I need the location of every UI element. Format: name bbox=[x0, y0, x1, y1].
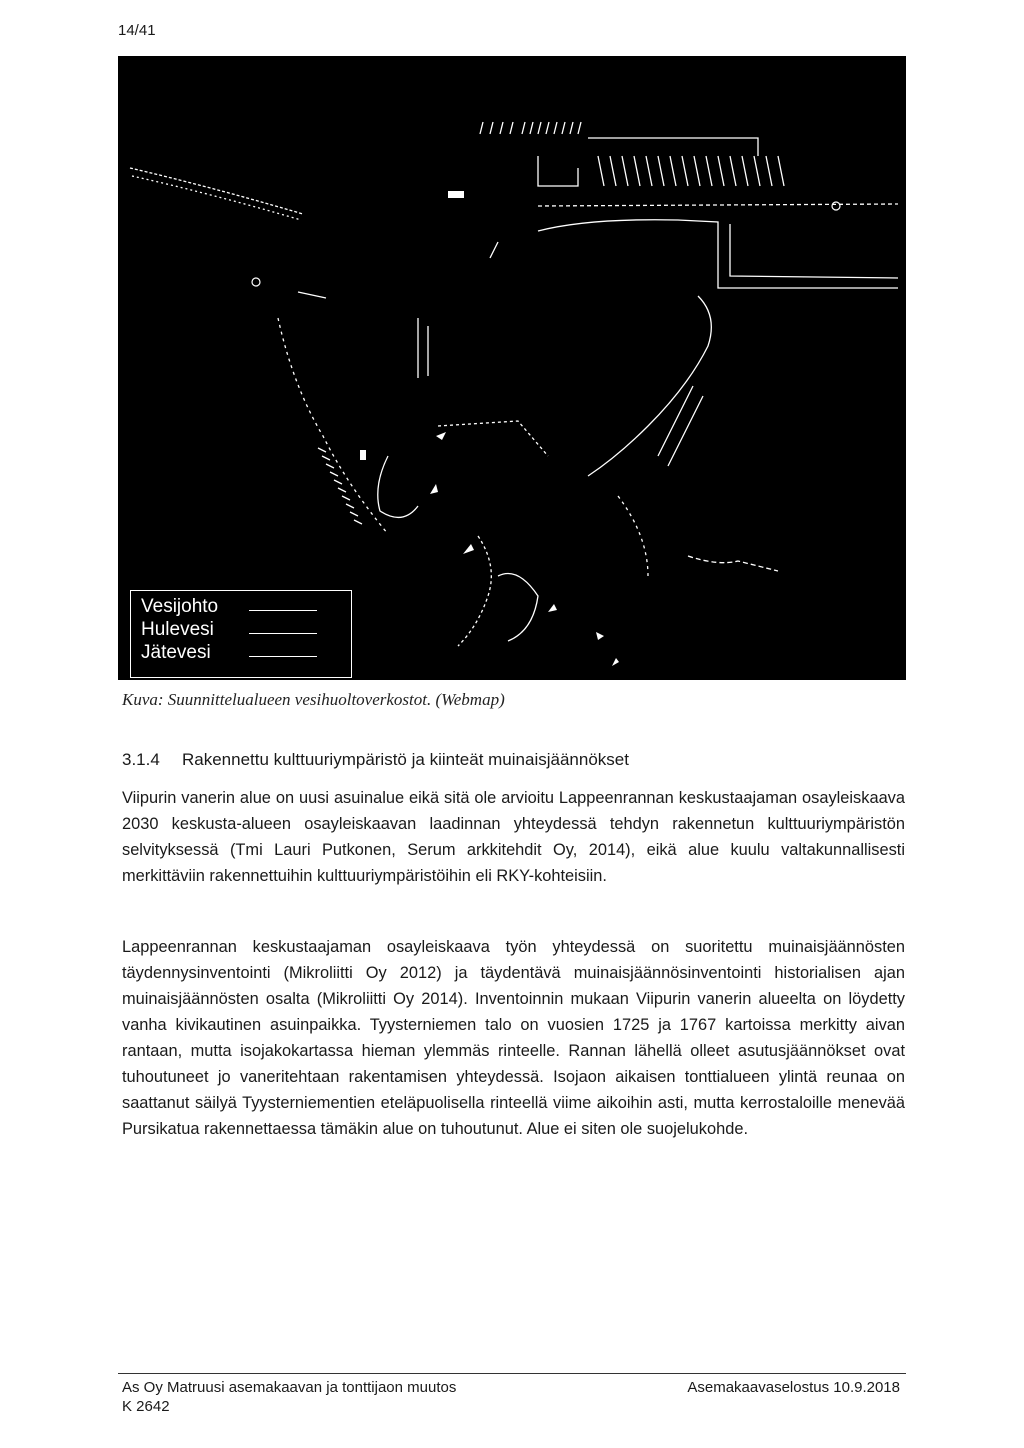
figure-caption: Kuva: Suunnittelualueen vesihuoltoverkostot. (Webmap) bbox=[122, 690, 505, 709]
legend-line-swatch bbox=[249, 610, 317, 611]
section-number: 3.1.4 bbox=[122, 750, 160, 769]
map-hatch-marks bbox=[598, 156, 784, 186]
map-building bbox=[588, 138, 758, 156]
map-pipe-line bbox=[490, 242, 498, 258]
map-legend bbox=[130, 590, 352, 678]
map-arrow bbox=[596, 632, 604, 640]
map-building-block bbox=[360, 450, 366, 460]
map-hatch-marks bbox=[480, 122, 581, 134]
map-arrow bbox=[436, 432, 446, 440]
footer-left bbox=[122, 1378, 456, 1416]
map-pipe-line bbox=[688, 556, 778, 571]
section-title: Rakennettu kulttuuriympäristö ja kiinteät muinaisjäännökset bbox=[182, 750, 629, 769]
map-pipe-line bbox=[498, 574, 538, 642]
legend-label: Vesijohto bbox=[141, 596, 219, 617]
map-slope-line bbox=[278, 318, 388, 534]
legend-line-swatch bbox=[249, 633, 317, 634]
page-number: 14/41 bbox=[118, 22, 156, 39]
legend-label: Jätevesi bbox=[141, 642, 211, 663]
map-pipe-line bbox=[298, 292, 326, 298]
map-hatch-marks bbox=[318, 448, 362, 524]
map-pipe-line bbox=[418, 318, 428, 378]
map-pipe-line bbox=[658, 386, 703, 466]
legend-item-hulevesi bbox=[141, 618, 351, 641]
footer-plan-code: K 2642 bbox=[122, 1398, 170, 1415]
map-road-line bbox=[132, 176, 301, 220]
map-building bbox=[538, 156, 578, 186]
water-network-map bbox=[118, 56, 906, 680]
footer-divider bbox=[118, 1373, 906, 1374]
map-marker bbox=[252, 278, 260, 286]
map-arrow bbox=[548, 604, 557, 612]
map-arrow bbox=[612, 658, 619, 666]
map-pipe-line bbox=[378, 456, 418, 517]
section-heading bbox=[122, 750, 629, 770]
legend-item-jatevesi bbox=[141, 641, 351, 664]
legend-item-vesijohto bbox=[141, 595, 351, 618]
footer-document-type-date: Asemakaavaselostus 10.9.2018 bbox=[687, 1379, 900, 1396]
map-building-block bbox=[448, 191, 464, 198]
map-marker bbox=[832, 202, 840, 210]
body-paragraph: Lappeenrannan keskustaajaman osayleiskaava työn yhteydessä on suoritettu muinaisjäännösten täydennysinventointi (Mikroliitti Oy 2012) ja täydentävä muinaisjäännösinventointi historialisen ajan muinaisjäännösten osalta (Mikroliitti Oy 2014). Inventoinnin mukaan Viipurin vanerin alueelta on löydetty vanha kivikautinen asuinpaikka. Tyysterniemen talo on vuosien 1725 ja 1767 kartoissa merkitty aivan rantaan, mutta isojakokartassa hieman ylemmäs rinteelle. Rannan lähellä olleet asutusjäännökset ovat tuhoutuneet jo vaneritehtaan rakentamisen yhteydessä. Isojaon aikaisen tonttialueen ylintä reunaa on saattanut säilyä Tyysterniementien eteläpuolisella rinteellä viime aikoihin asti, mutta kerrostaloille menevää Pursikatua rakennettaessa tämäkin alue on tuhoutunut. Alue ei siten ole suojelukohde. bbox=[122, 938, 905, 1138]
map-arrow bbox=[430, 484, 438, 494]
map-pipe-line bbox=[438, 421, 548, 456]
footer-document-title: As Oy Matruusi asemakaavan ja tonttijaon muutos bbox=[122, 1379, 457, 1396]
legend-line-swatch bbox=[249, 656, 317, 657]
body-paragraph: Viipurin vanerin alue on uusi asuinalue eikä sitä ole arvioitu Lappeenrannan keskustaajaman osayleiskaava 2030 keskusta-alueen osayleiskaavan laadinnan yhteydessä tehdyn rakennetun kulttuuriympäristön selvityksessä (Tmi Lauri Putkonen, Serum arkkitehdit Oy, 2014), eikä alue kuulu valtakunnallisesti merkittäviin rakennettuihin kulttuuriympäristöihin eli RKY-kohteisiin. bbox=[122, 789, 905, 885]
map-road-line bbox=[538, 204, 898, 206]
map-drawing bbox=[118, 56, 906, 680]
map-road-line bbox=[130, 168, 303, 214]
map-road-line bbox=[730, 224, 898, 278]
map-pipe-line bbox=[618, 496, 648, 576]
map-arrow bbox=[463, 544, 474, 554]
map-pipe-line bbox=[458, 536, 491, 646]
legend-label: Hulevesi bbox=[141, 619, 214, 640]
